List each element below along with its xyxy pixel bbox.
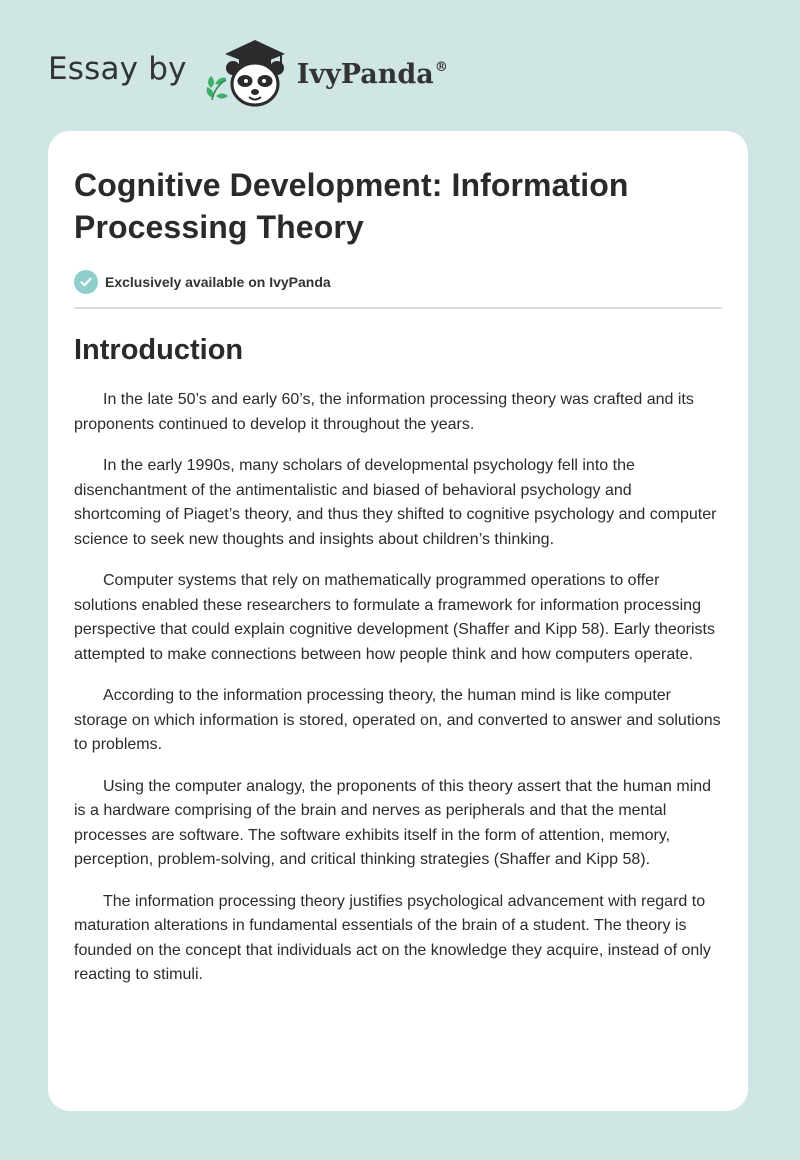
essay-card — [48, 131, 748, 1111]
badge-label: Exclusively available on IvyPanda — [105, 274, 331, 290]
brand-name[interactable]: IvyPanda® — [296, 58, 448, 90]
registered-mark: ® — [434, 59, 448, 75]
paragraph: The information processing theory justifies psychological advancement with regard to maturation alterations in fundamental essentials of the brain of a student. The theory is founded on the concept that individuals act on the knowledge they acquire, instead of only reacting to stimuli. — [74, 892, 711, 983]
section-heading: Introduction — [74, 334, 244, 366]
paragraph: Computer systems that rely on mathematically programmed operations to offer solutions enabled these researchers to formulate a framework for information processing perspective that could explain cognitive development (Shaffer and Kipp 58). Early theorists attempted to make connections between how people think and how computers operate. — [74, 572, 715, 663]
essay-by-label: Essay by — [48, 51, 187, 87]
exclusive-badge — [74, 270, 722, 294]
site-header — [48, 34, 448, 110]
essay-title: Cognitive Development: Information Processing Theory — [74, 167, 629, 245]
panda-graduate-icon[interactable] — [203, 34, 291, 110]
paragraph: According to the information processing theory, the human mind is like computer storage on which information is stored, operated on, and converted to answer and solutions to problems. — [74, 687, 721, 753]
divider — [74, 307, 722, 309]
check-circle-icon — [74, 270, 98, 294]
paragraph: Using the computer analogy, the proponents of this theory assert that the human mind is a hardware comprising of the brain and nerves as peripherals and that the mental processes are software. The software exhibits itself in the form of attention, memory, perception, problem-solving, and critical thinking strategies (Shaffer and Kipp 58). — [74, 777, 712, 868]
essay-body — [74, 388, 722, 988]
paragraph: In the early 1990s, many scholars of developmental psychology fell into the disenchantment of the antimentalistic and biased of behavioral psychology and shortcoming of Piaget’s theory, and thus they shifted to cognitive psychology and computer science to seek new thoughts and insights about children’s thinking. — [74, 457, 717, 548]
paragraph: In the late 50’s and early 60’s, the information processing theory was crafted and its proponents continued to develop it throughout the years. — [74, 391, 694, 433]
